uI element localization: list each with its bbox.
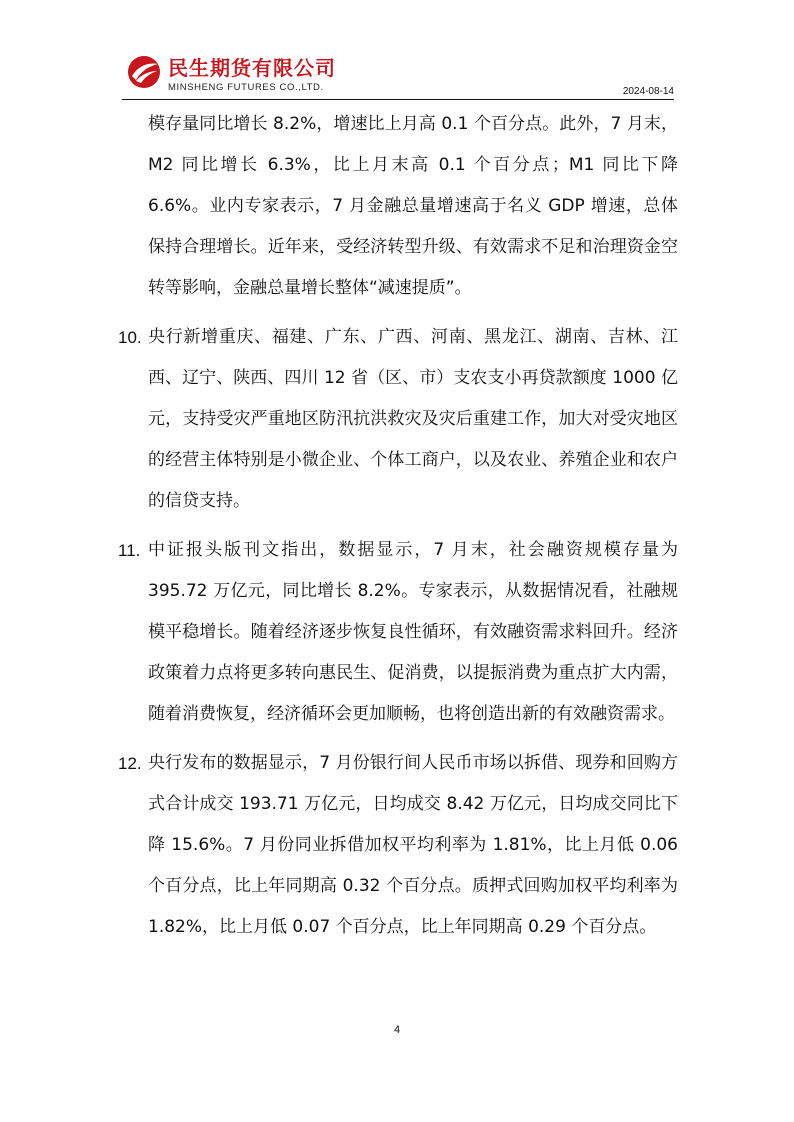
company-name-en: MINSHENG FUTURES CO.,LTD. — [168, 82, 324, 93]
page-header — [122, 48, 674, 100]
paragraph-number: 11. — [118, 541, 141, 560]
paragraph-continued — [118, 104, 678, 309]
report-date: 2024-08-14 — [622, 86, 674, 97]
document-body — [118, 104, 678, 956]
minsheng-logo-icon — [126, 54, 162, 90]
paragraph-text: 模存量同比增长 8.2%，增速比上月高 0.1 个百分点。此外，7 月末，M2 同比增长 6.3%，比上月末高 0.1 个百分点；M1 同比下降 6.6%。业内专家表示，7 月金融总量增速高于名义 GDP 增速，总体保持合理增长。近年来，受经济转型升级、有效需求不足和治理资金空转等影响，金融总量增长整体“减速提质”。 — [148, 114, 678, 298]
paragraph-number: 10. — [118, 328, 142, 347]
header-divider — [122, 99, 674, 100]
paragraph-number: 12. — [118, 754, 142, 773]
paragraph-item-10 — [118, 317, 678, 522]
paragraph-text: 央行发布的数据显示，7 月份银行间人民币市场以拆借、现券和回购方式合计成交 193.71 万亿元，日均成交 8.42 万亿元，日均成交同比下降 15.6%。7 月份同业拆借加权平均利率为 1.81%，比上月低 0.06 个百分点，比上年同期高 0.32 个百分点。质押式回购加权平均利率为 1.82%，比上月低 0.07 个百分点，比上年同期高 0.29 个百分点。 — [148, 753, 678, 937]
page-number: 4 — [393, 1024, 401, 1036]
company-name-cn: 民生期货有限公司 — [168, 56, 336, 80]
paragraph-text: 中证报头版刊文指出，数据显示，7 月末，社会融资规模存量为 395.72 万亿元，同比增长 8.2%。专家表示，从数据情况看，社融规模平稳增长。随着经济逐步恢复良性循环，有效融资需求料回升。经济政策着力点将更多转向惠民生、促消费，以提振消费为重点扩大内需，随着消费恢复，经济循环会更加顺畅，也将创造出新的有效融资需求。 — [148, 540, 678, 724]
paragraph-text: 央行新增重庆、福建、广东、广西、河南、黑龙江、湖南、吉林、江西、辽宁、陕西、四川 12 省（区、市）支农支小再贷款额度 1000 亿元，支持受灾严重地区防汛抗洪救灾及灾后重建工作，加大对受灾地区的经营主体特别是小微企业、个体工商户，以及农业、养殖企业和农户的信贷支持。 — [148, 327, 678, 511]
paragraph-item-11 — [118, 530, 678, 735]
paragraph-item-12 — [118, 743, 678, 948]
